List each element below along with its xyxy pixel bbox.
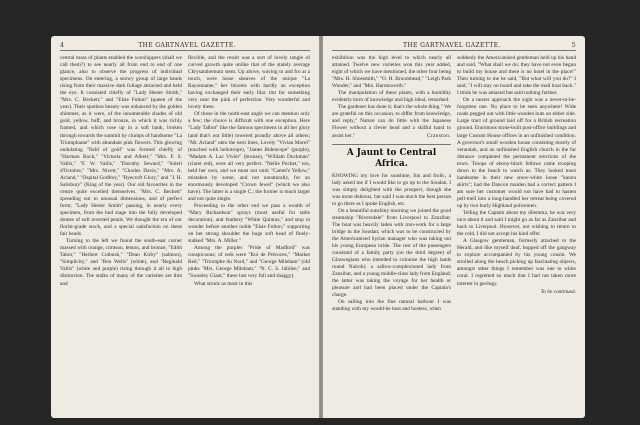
paragraph: suddenly the Americanised gentleman held up his hand and said, "What shall we do; they have not even begun to build my house and there is no hotel in the place!" Then turning to me he said, "But what will you do?" I said, "I will stay on board and take the mail boat back." I think he was amazed but said nothing further.: [456, 55, 576, 97]
author-signature: Cranston.: [426, 132, 452, 139]
paragraph: Turning to the left we found the south-east corner massed with orange, crimson, lemon, and bronze, "Edith Tabor," "Herbert Cutbush," "Dean Kirby" (salmon), "Simplicity," and "Ben Wells" (white), and "Reginald Vallis" (white and purple) rising through it all to high distinction. The stalks of many of the varieties are thin and: [60, 238, 182, 287]
right-page-column-2: [457, 55, 576, 314]
left-page-column-1: [60, 55, 182, 288]
paragraph: Among the purples "Pride of Madford" was conspicuous; of reds were "Roi de Précoces," "Market Red," "Triomphe du Nord," and "George Mileham" (old pinks "Mrs. George Mileham," "N. C. S. Jubilee," and "Swanley Giant," these last very full and shaggy).: [188, 245, 310, 280]
right-page: [323, 36, 585, 418]
paragraph: The gardener has done it; that's the whole thing." We are grateful on this occasion, to differ from knowledge, and reply," Nature can do little with the Japanese Flower without a clever head and a skilful hand to assist her.": [332, 104, 452, 139]
left-page-column-2: [188, 55, 310, 288]
paragraph: flexible, and the result was a sort of lovely tangle of curved growth quite unlike that of the stately average Chrysanthemum stem. Up above, waving to and fro at a touch, were loose sheaves of the unique "La Rayonnante," her blooms with hardly an exception having exchanged their early lilac tint for something very near the pink of perfection. Very wonderful and lovely these.: [188, 55, 310, 111]
paragraph: exhibition was the high level to which nearly all attained. Twelve new varieties won this year added, eight of which we have mentioned, the other four being "Mrs. H. Shoesmith," "O. H. Broomhead," "Leigh Park Wonder," and "Mrs. Harmsworth.": [332, 55, 452, 90]
running-head: [332, 41, 576, 51]
paragraph: What struck us most in this: [194, 280, 253, 287]
running-head-title: THE GARTNAVEL GAZETTE.: [138, 42, 237, 49]
paragraph: central mass of plants enabled the worshippers (shall we call them?) to see nearly all from end to end of one glance, also to observe the progress of individual specimens. On entering, a snowy group of large heads rising from their massive dark foliage attracted and held the eye. It consisted chiefly of "Lady Hester Smith," "Mrs. C. Beckett," and "Elsie Fulton" (queen of the year). Their spotless beauty was enhanced by the golden shimmer, as it were, of the innumerable shades of old gold, yellow, buff, and bronze, in which it was richly framed, and which rose up in a soft bank, broken through towards the summit by clumps of handsome "La Triomphante" with abundant pink flowers. This glowing undulating "field of gold" was formed chiefly of "Harmon Bock," "Victoria and Albert," "Mrs. F. S. Vallis," "F. W. Vallis," "Dorothy Seward," "Soleil d'Octobre," "Mrs. Nivett," "Charles Davis," "Mrs. A. Acland," "Ospital Godfrey," "Ryecroft Glory," and "J. H. Salisbury" (King of the year). Our old favourites in the centre quite excelled themselves. "Mrs. C. Beckett" spreading out to unusual dimensions, and of perfect form; "Lady Hester Smith" passing, in nearly every specimen, from the bud stage into the fully developed domes of soft reverted petals. We thought the era of our florist-grade stock, and a special satisfaction on these fair heads.: [60, 55, 182, 238]
paragraph: On sailing into the fine natural harbour I was standing with my would-be host and hostess, when: [332, 299, 452, 313]
left-page: [51, 36, 319, 418]
paragraph: Proceeding to the other end we pass a wealth of "Mary Richardson" sprays (most useful for table decoration), and feathery "White Quintus," and stop in wonder before another noble "Elsie Fulton," supporting on her strong shoulder the huge soft head of finely-stalked "Mrs. A. Miller.": [188, 202, 310, 245]
paragraph: KNOWING my love for sunshine, fun and frolic, a lady asked me if I would like to go up to the Soudan. I was simply delighted with the prospect, though she was more dubious, but said I was much the best person to go there as I spoke English, etc.: [332, 172, 452, 207]
page-number: 5: [571, 42, 576, 49]
right-page-column-1: [332, 55, 451, 314]
right-page-columns: [332, 55, 576, 314]
paragraph: A Glasgow gentleman, formerly attached to the Herald, and like myself deaf, hopped off the gangway to explore accompanied by his young cousin. We strolled along the beach picking up fascinating objects, amongst other things I remember was one in white coral. I regretted so much that I had not taken more interest in geology.: [456, 238, 576, 287]
paragraph: On a beautiful sunshiny morning we joined the good steamship "Riversdale" from Liverpool to Zanzibar. The boat was heavily laden with iron-work for a large bridge in the Soudan; which was to be constructed by the Americanised Syrian manager who was taking out his young European bride. The rest of the passengers consisted of a family party (on the third degree) of Glaswegians who intended to colonise the high lands round Nairobi; a sallow-complexioned lady from Zanzibar, and a young middle-class lady from England; the latter was taking the voyage for her health or pleasure and had been placed under the Captain's charge.: [332, 207, 452, 299]
left-page-columns: [60, 55, 310, 288]
running-head: [60, 41, 310, 51]
running-head-title: THE GARTNAVEL GAZETTE.: [402, 42, 501, 49]
article-title: A Jaunt to Central Africa.: [332, 144, 451, 170]
paragraph: The manipulation of these plants, with a humidity evidently born of knowledge and high ideal, remarked.: [332, 90, 452, 104]
paragraph: Of those in the north-east angle we can mention only a few; the choice is difficult with one exception. Here "Lady Talbot" like the famous specimens in all her glory (and that's not little) towered proudly above all others; "Mr. Acland" unto the next lines, Lovely "Vivian Morel" (touched with heliotrope), "James Bidencope" (purple), "Madam A. Lac Vivier" (bronze), "William Duckman" (claret red), were all very perfect. "Nellie Pocket," too, held her own, and we must not omit "Camel's Yellow," mistaken by some, and not unnaturally, for an enormously developed "Crown Jewel" (which we also have). The latter is a single C.; the former is much larger and not quite single.: [188, 111, 310, 202]
continued-note: To be continued.: [540, 288, 576, 295]
paragraph: On a nearer approach the sight was a never-to-be-forgotten one. No place to be seen anywhere! Wide roads pegged out with little wooden huts on either side. Large tract of ground laid off for a British recreation ground. Enormous stone-built post-office buildings and large Custom House offices in an unfinished condition. A governor's small wooden house consisting mostly of verandah, and an unfinished English church in the far distance completed the permanent erections of the town. Troops of ebony-black fellows came trooping down to the beach to watch us. They looked most handsome in their new snow-white loose "kanzu skirts"; had the Dancon maiden had a correct pattern I am sure her customer would not have had to hasten pell-mell into a long-handled her retreat being covered up by two burly Highland policemen.: [456, 97, 576, 209]
paragraph: Telling the Captain about my dilemma, he was very nice about it and said I might go as far as Zanzibar and back to Liverpool. However, not wishing to return to the cold, I did not accept his kind offer.: [456, 210, 576, 238]
page-number: 4: [60, 42, 65, 49]
